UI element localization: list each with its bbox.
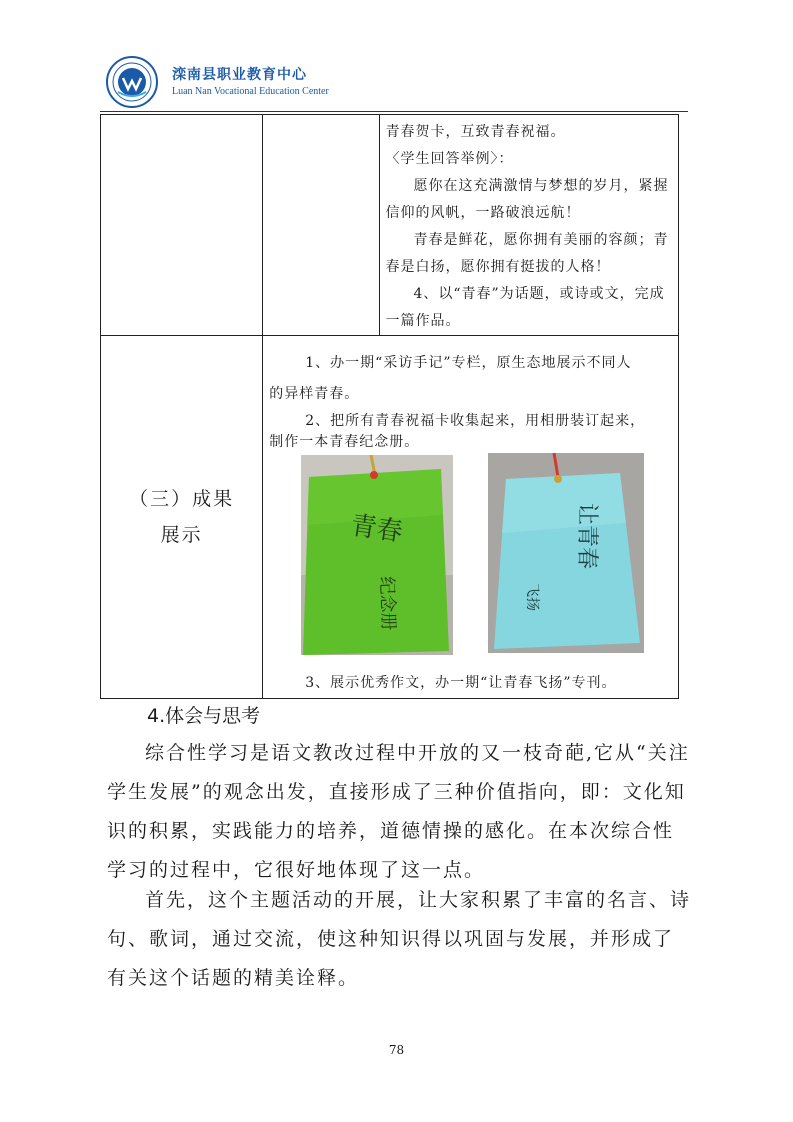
photo-card-text: 青春: [348, 510, 405, 548]
result-item-3: 3、展示优秀作文，办一期“让青春飞扬”专刊。: [305, 675, 617, 691]
cell-line: 愿你在这充满激情与梦想的岁月，紧握信仰的风帆，一路破浪远航！: [385, 178, 669, 221]
table-cell-empty: [101, 115, 263, 336]
school-logo-icon: [106, 56, 158, 108]
cell-line: 青春贺卡，互致青春祝福。: [385, 124, 566, 140]
table-cell-content: [263, 336, 679, 699]
page-number: 78: [388, 1043, 405, 1057]
label-line: （三）成果: [129, 488, 235, 510]
table-row-label: [101, 336, 263, 699]
section-title: 4.体会与思考: [147, 705, 261, 727]
result-item-1a: 1、办一期“采访手记”专栏，原生态地展示不同人: [305, 355, 632, 371]
paragraph-text: 综合性学习是语文教改过程中开放的又一枝奇葩,它从“关注学生发展”的观念出发，直接形成了三种价值指向，即：文化知识的积累，实践能力的培养，道德情操的感化。在本次综合性学习的过程中，它很好地体现了这一点。: [107, 742, 690, 881]
paragraph-text: 首先，这个主题活动的开展，让大家积累了丰富的名言、诗句、歌词，通过交流，使这种知识得以巩固与发展，并形成了有关这个话题的精美诠释。: [107, 889, 692, 989]
photo-card-text: 纪念册: [375, 576, 399, 631]
body-paragraph: [107, 881, 693, 998]
activity-table: [100, 114, 679, 699]
table-row: [101, 336, 679, 699]
photo-green-memory-book: [301, 455, 453, 655]
result-item-2a: 2、把所有青春祝福卡收集起来，用相册装订起来，: [305, 413, 646, 429]
photo-cyan-card: [488, 453, 644, 653]
photo-card-text: 飞扬: [524, 583, 541, 611]
school-name-cn: 滦南县职业教育中心: [172, 67, 307, 83]
cell-line: 〈学生回答举例〉：: [385, 151, 514, 167]
result-item-2b: 制作一本青春纪念册。: [269, 434, 420, 450]
table-cell-empty: [263, 115, 380, 336]
header-divider: [100, 111, 688, 112]
cell-line: 青春是鲜花，愿你拥有美丽的容颜；青春是白扬，愿你拥有挺拔的人格！: [385, 232, 669, 275]
table-cell-content: [380, 115, 679, 336]
result-item-1b: 的异样青春。: [269, 386, 360, 402]
cell-line: 4、以“青春”为话题，或诗或文，完成一篇作品。: [385, 286, 665, 329]
body-paragraph: [107, 734, 693, 890]
photo-card-text: 让青春: [574, 503, 600, 570]
school-name-en: Luan Nan Vocational Education Center: [172, 86, 329, 97]
page-header: [100, 52, 690, 112]
label-line: 展示: [160, 524, 203, 546]
table-row: [101, 115, 679, 336]
